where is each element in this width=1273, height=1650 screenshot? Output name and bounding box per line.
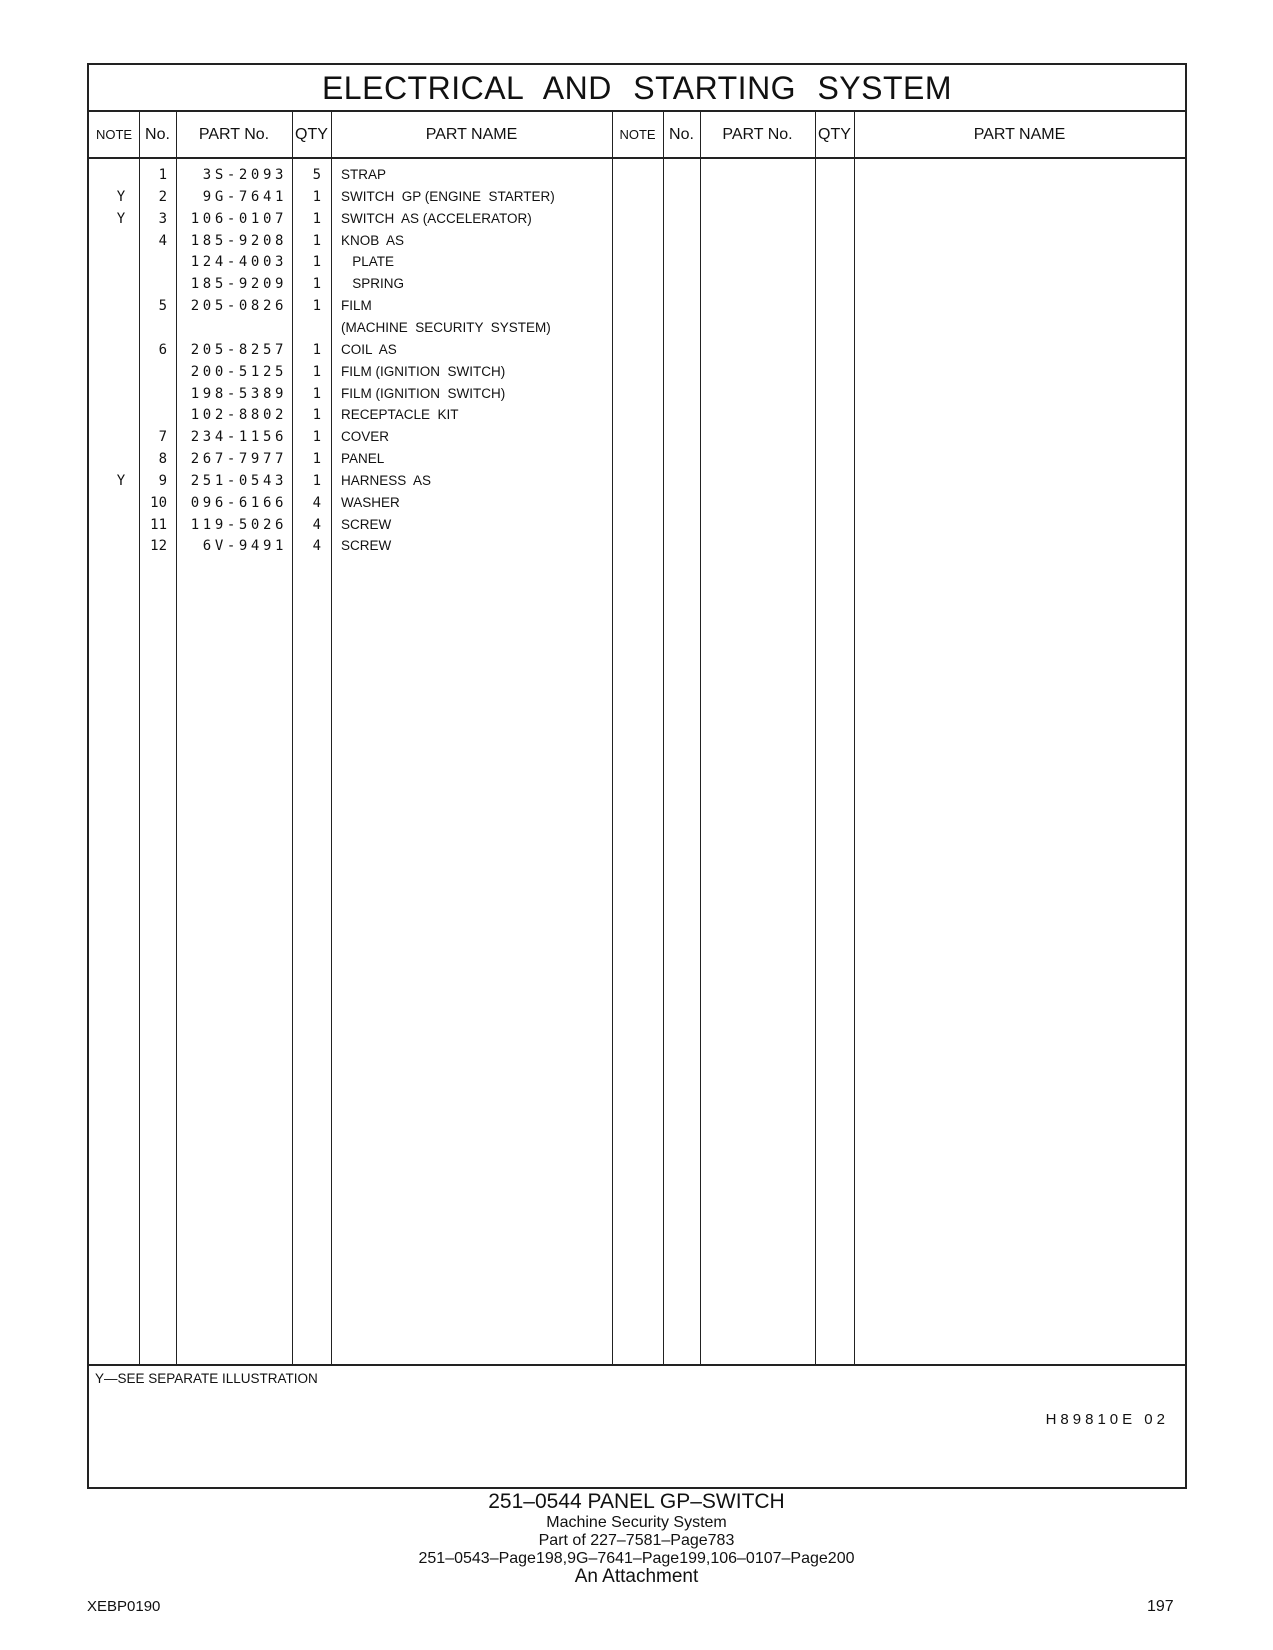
header-no-left: No. <box>145 126 170 143</box>
part-name-cell: HARNESS AS <box>341 472 432 488</box>
quantity-cell: 1 <box>312 341 321 358</box>
part-name-cell: STRAP <box>341 167 387 182</box>
caption-line-2: Part of 227–7581–Page783 <box>538 1532 735 1549</box>
item-number-cell: 5 <box>158 298 167 315</box>
header-no-right: No. <box>669 126 694 143</box>
part-name-cell: COIL AS <box>341 341 397 357</box>
caption-line-4: An Attachment <box>574 1566 699 1587</box>
header-part-name-right: PART NAME <box>973 126 1066 143</box>
table-header-row <box>89 112 1185 159</box>
part-name-cell: SPRING <box>341 276 405 292</box>
quantity-cell: 1 <box>312 210 321 227</box>
header-note-right: NOTE <box>619 127 656 142</box>
header-part-no-left: PART No. <box>198 126 270 143</box>
item-number-cell: 11 <box>150 516 167 533</box>
item-number-cell: 12 <box>150 538 167 555</box>
quantity-cell: 1 <box>312 298 321 315</box>
item-number-cell: 4 <box>158 232 167 249</box>
part-number-cell: 205-8257 <box>190 341 287 358</box>
part-number-cell: 267-7977 <box>190 451 287 468</box>
item-number-cell: 9 <box>158 472 167 489</box>
table-row <box>89 298 1185 320</box>
part-name-cell: SCREW <box>341 538 392 554</box>
quantity-cell: 4 <box>312 516 321 533</box>
quantity-cell: 1 <box>312 254 321 271</box>
parts-table-frame <box>87 63 1187 1489</box>
table-row <box>89 342 1185 364</box>
illustration-code: H89810E 02 <box>1045 1411 1169 1428</box>
part-name-cell: (MACHINE SECURITY SYSTEM) <box>341 319 551 335</box>
note-cell: Y <box>116 188 126 205</box>
part-name-cell: PANEL <box>341 451 385 467</box>
footnote: Y—SEE SEPARATE ILLUSTRATION <box>95 1371 318 1386</box>
part-name-cell: RECEPTACLE KIT <box>341 407 459 423</box>
part-number-cell: 200-5125 <box>190 363 287 380</box>
part-number-cell: 106-0107 <box>190 210 287 227</box>
caption-line-1: Machine Security System <box>546 1514 727 1531</box>
part-name-cell: FILM (IGNITION SWITCH) <box>341 363 506 379</box>
part-number-cell: 102-8802 <box>190 407 287 424</box>
item-number-cell: 3 <box>158 210 167 227</box>
table-row <box>89 386 1185 408</box>
item-number-cell: 6 <box>158 341 167 358</box>
page-number: 197 <box>1147 1598 1174 1615</box>
table-row <box>89 233 1185 255</box>
table-row <box>89 407 1185 429</box>
table-row <box>89 276 1185 298</box>
illustration-caption <box>0 1490 1273 1586</box>
part-number-cell: 3S-2093 <box>202 167 287 183</box>
part-number-cell: 198-5389 <box>190 385 287 402</box>
table-row <box>89 167 1185 189</box>
table-row <box>89 495 1185 517</box>
note-cell: Y <box>116 210 126 227</box>
quantity-cell: 1 <box>312 472 321 489</box>
caption-title: 251–0544 PANEL GP–SWITCH <box>488 1490 785 1513</box>
part-name-cell: SWITCH GP (ENGINE STARTER) <box>341 188 555 204</box>
item-number-cell: 2 <box>158 188 167 205</box>
item-number-cell: 8 <box>158 451 167 468</box>
part-name-cell: FILM <box>341 298 372 314</box>
part-number-cell: 251-0543 <box>190 472 287 489</box>
quantity-cell: 1 <box>312 363 321 380</box>
header-qty-left: QTY <box>295 126 328 143</box>
table-row <box>89 320 1185 342</box>
part-name-cell: FILM (IGNITION SWITCH) <box>341 385 506 401</box>
table-row <box>89 538 1185 560</box>
part-name-cell: SWITCH AS (ACCELERATOR) <box>341 210 532 226</box>
part-number-cell: 096-6166 <box>190 494 287 511</box>
part-number-cell: 205-0826 <box>190 298 287 315</box>
quantity-cell: 4 <box>312 538 321 555</box>
part-name-cell: WASHER <box>341 494 400 510</box>
part-number-cell: 185-9208 <box>190 232 287 249</box>
quantity-cell: 1 <box>312 188 321 205</box>
table-row <box>89 254 1185 276</box>
part-number-cell: 9G-7641 <box>202 188 287 205</box>
item-number-cell: 1 <box>158 167 167 183</box>
quantity-cell: 5 <box>312 167 321 183</box>
section-title: ELECTRICAL AND STARTING SYSTEM <box>89 65 1185 112</box>
table-row <box>89 364 1185 386</box>
table-row <box>89 429 1185 451</box>
part-number-cell: 119-5026 <box>190 516 287 533</box>
table-row <box>89 473 1185 495</box>
caption-line-3: 251–0543–Page198,9G–7641–Page199,106–0107–Page200 <box>418 1550 855 1567</box>
part-number-cell: 124-4003 <box>190 254 287 271</box>
quantity-cell: 1 <box>312 232 321 249</box>
part-number-cell: 234-1156 <box>190 429 287 446</box>
footnote-divider <box>89 1364 1185 1367</box>
table-row <box>89 189 1185 211</box>
item-number-cell: 10 <box>150 494 167 511</box>
note-cell: Y <box>116 472 126 489</box>
header-part-no-right: PART No. <box>722 126 793 143</box>
document-id: XEBP0190 <box>87 1598 161 1615</box>
part-name-cell: COVER <box>341 429 390 445</box>
quantity-cell: 1 <box>312 451 321 468</box>
part-name-cell: PLATE <box>341 254 395 270</box>
header-part-name-left: PART NAME <box>425 126 518 143</box>
part-number-cell: 6V-9491 <box>202 538 287 555</box>
quantity-cell: 1 <box>312 429 321 446</box>
quantity-cell: 1 <box>312 385 321 402</box>
table-row <box>89 451 1185 473</box>
part-name-cell: SCREW <box>341 516 392 532</box>
header-qty-right: QTY <box>818 126 851 143</box>
table-row <box>89 211 1185 233</box>
quantity-cell: 1 <box>312 407 321 424</box>
quantity-cell: 4 <box>312 494 321 511</box>
quantity-cell: 1 <box>312 276 321 293</box>
table-row <box>89 517 1185 539</box>
header-note-left: NOTE <box>95 127 133 142</box>
item-number-cell: 7 <box>158 429 167 446</box>
part-name-cell: KNOB AS <box>341 232 405 248</box>
part-number-cell: 185-9209 <box>190 276 287 293</box>
